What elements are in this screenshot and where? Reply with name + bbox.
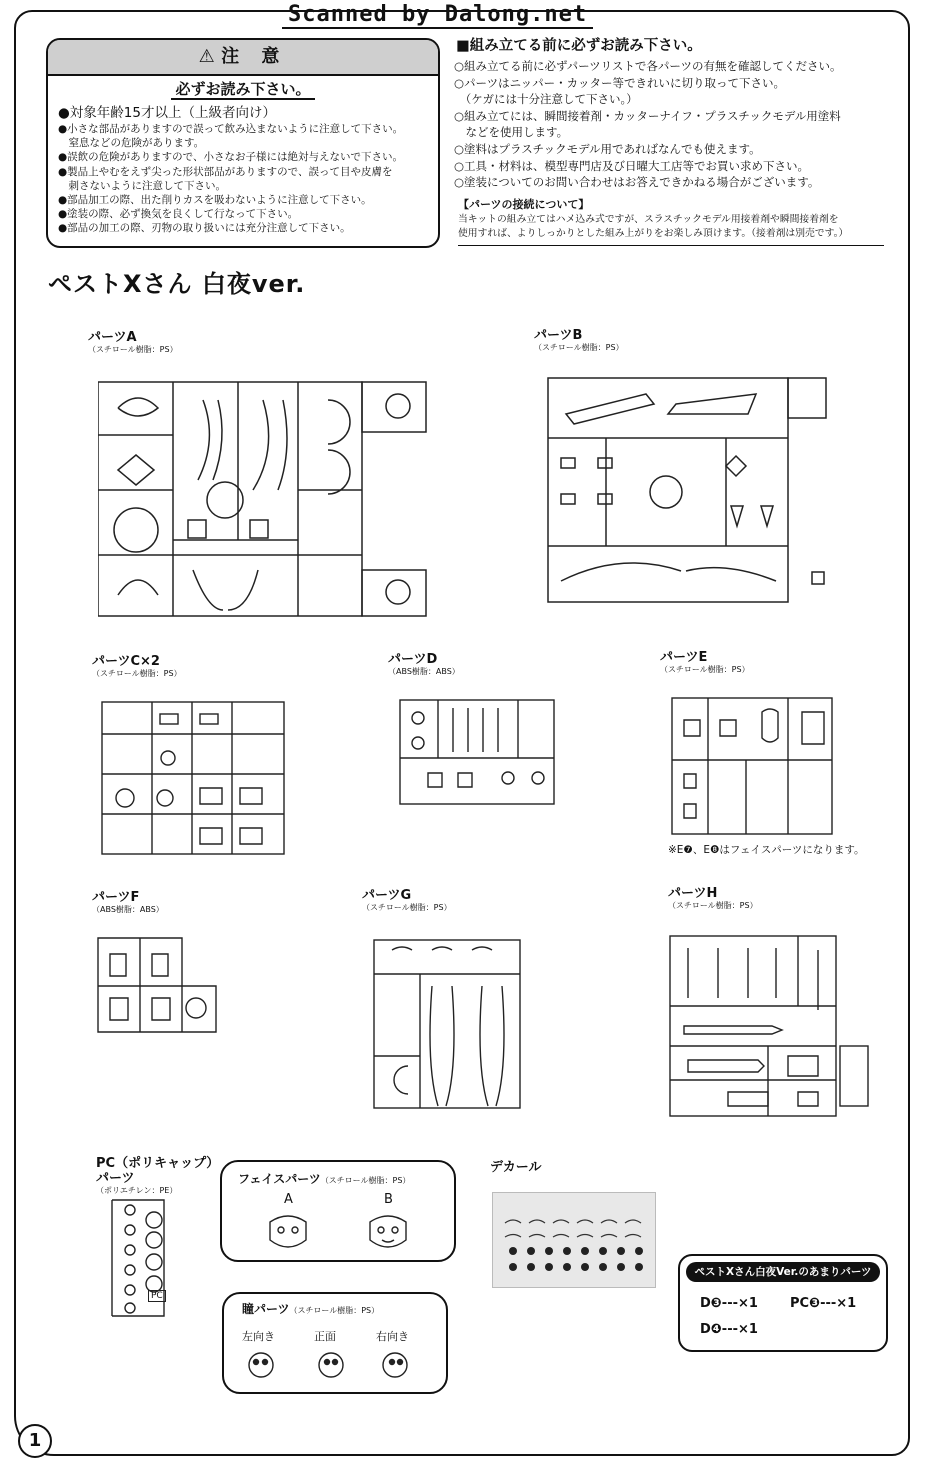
eye-right-label: 右向き — [376, 1330, 409, 1343]
face-parts-title: フェイスパーツ — [238, 1172, 321, 1186]
caution-item: ●誤飲の危険がありますので、小さなお子様には絶対与えないで下さい。 — [58, 151, 403, 164]
connection-title: 【パーツの接続について】 — [458, 198, 590, 211]
runner-d-diagram — [398, 688, 558, 808]
eye-right-icon — [380, 1350, 410, 1384]
face-b-label: B — [384, 1192, 393, 1207]
decal-title: デカール — [490, 1160, 542, 1175]
read-item: ○塗料はプラスチックモデル用であればなんでも使えます。 — [454, 141, 761, 156]
connection-note — [458, 198, 884, 246]
eye-left-icon — [246, 1350, 276, 1384]
caution-item: ●部品加工の際、出た削りカスを吸わないように注意して下さい。 — [58, 194, 372, 207]
extra-parts-box — [678, 1254, 888, 1352]
runner-g-label: パーツG （スチロール樹脂：PS） — [362, 888, 452, 912]
eye-parts-title: 瞳パーツ — [242, 1302, 290, 1316]
read-item: などを使用します。 — [454, 125, 569, 140]
warning-icon: ⚠ — [198, 46, 222, 67]
runner-e-diagram — [670, 684, 836, 836]
connection-text: 使用すれば、よりしっかりとした組み上がりをお楽しみ頂けます。（接着剤は別売です。） — [458, 228, 849, 239]
runner-h-diagram — [668, 920, 874, 1120]
caution-title: 注 意 — [221, 46, 288, 67]
runner-f-diagram — [96, 924, 220, 1034]
caution-item: ●製品上やむをえず尖った形状部品がありますので、誤って目や皮膚を — [58, 165, 393, 178]
runner-d-label: パーツD （ABS樹脂：ABS） — [388, 652, 460, 676]
connection-text: 当キットの組み立てはハメ込み式ですが、スラスチックモデル用接着剤や瞬間接着剤を — [458, 214, 839, 225]
runner-g-diagram — [372, 926, 522, 1112]
runner-a-diagram — [98, 370, 428, 622]
age-warning: ●対象年齢15才以上（上級者向け） — [58, 105, 276, 121]
pc-label: PC（ポリキャップ） パーツ （ポリエチレン：PE） — [96, 1156, 220, 1195]
caution-item: 刺さないように注意して下さい。 — [58, 179, 226, 192]
runner-f-label: パーツF （ABS樹脂：ABS） — [92, 890, 164, 914]
caution-item: ●塗装の際、必ず換気を良くして行なって下さい。 — [58, 208, 299, 221]
runner-c-label: パーツC×2 （スチロール樹脂：PS） — [92, 654, 182, 678]
read-item: ○組み立てる前に必ずパーツリストで各パーツの有無を確認してください。 — [454, 59, 842, 73]
caution-header — [48, 40, 438, 76]
decal-sheet — [492, 1192, 656, 1288]
extra-parts-title: ペストXさん白夜Ver.のあまりパーツ — [686, 1262, 880, 1282]
watermark: Scanned by Dalong.net — [282, 2, 593, 29]
caution-item: 窒息などの危険があります。 — [58, 137, 205, 150]
caution-item: ●部品の加工の際、刃物の取り扱いには充分注意して下さい。 — [58, 222, 351, 235]
caution-box — [46, 38, 440, 248]
runner-b-diagram — [546, 366, 830, 606]
face-b-icon — [366, 1212, 410, 1256]
runner-b-label: パーツB （スチロール樹脂：PS） — [534, 328, 624, 352]
read-before-title: ■組み立てる前に必ずお読み下さい。 — [456, 38, 702, 54]
read-item: ○工具・材料は、模型専門店及び日曜大工店等でお買い求め下さい。 — [454, 158, 810, 173]
extra-part-row: PC❸---×1 — [790, 1296, 857, 1311]
face-parts-box: フェイスパーツ（スチロール樹脂：PS） A B — [220, 1160, 456, 1262]
caution-item: ●小さな部品がありますので誤って飲み込まないように注意して下さい。 — [58, 123, 404, 135]
pc-tag: PC — [148, 1290, 166, 1302]
pc-runner-diagram — [104, 1196, 184, 1320]
read-item: ○塗装についてのお問い合わせはお答えできかねる場合がございます。 — [454, 175, 820, 190]
face-part-note: ※E❼、E❽はフェイスパーツになります。 — [668, 844, 865, 856]
runner-a-label: パーツA （スチロール樹脂：PS） — [88, 330, 178, 354]
read-item: ○パーツはニッパー・カッター等できれいに切り取って下さい。 — [454, 75, 785, 90]
model-title: ペストXさん 白夜ver. — [48, 270, 306, 298]
caution-list — [58, 104, 432, 236]
eye-left-label: 左向き — [242, 1330, 275, 1343]
extra-part-row: D❹---×1 — [700, 1322, 758, 1337]
read-item: （ケガには十分注意して下さい。） — [454, 92, 638, 107]
runner-c-diagram — [100, 688, 290, 858]
face-a-icon — [266, 1212, 310, 1256]
runner-h-label: パーツH （スチロール樹脂：PS） — [668, 886, 758, 910]
face-a-label: A — [284, 1192, 293, 1207]
must-read-heading: 必ずお読み下さい。 — [48, 78, 438, 99]
read-before-list — [454, 58, 900, 191]
read-item: ○組み立てには、瞬間接着剤・カッターナイフ・プラスチックモデル用塗料 — [454, 108, 841, 123]
page-number: 1 — [18, 1424, 52, 1458]
eye-parts-box: 瞳パーツ（スチロール樹脂：PS） 左向き 正面 右向き — [222, 1292, 448, 1394]
eye-front-label: 正面 — [314, 1330, 336, 1343]
extra-part-row: D❸---×1 — [700, 1296, 758, 1311]
runner-e-label: パーツE （スチロール樹脂：PS） — [660, 650, 750, 674]
eye-front-icon — [316, 1350, 346, 1384]
